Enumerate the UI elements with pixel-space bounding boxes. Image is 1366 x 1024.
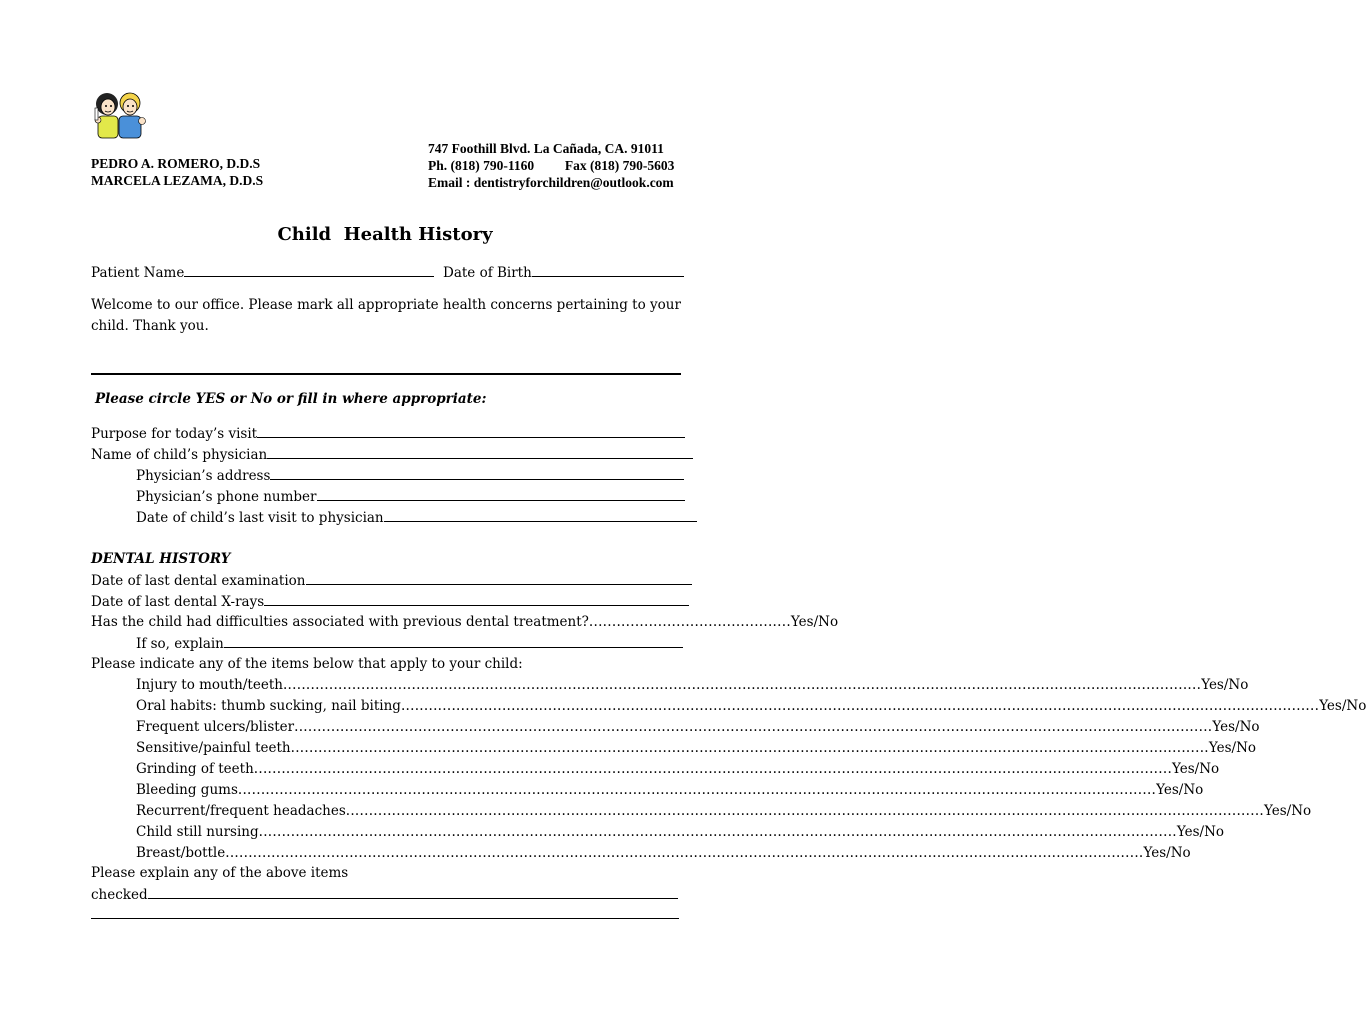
patient-name-label: Patient Name xyxy=(91,265,185,281)
explain-field[interactable] xyxy=(224,634,683,648)
checklist-item-yes-no[interactable]: Yes/No xyxy=(1208,740,1257,756)
checklist-item xyxy=(136,802,1312,820)
last-visit-field[interactable] xyxy=(384,508,697,522)
checklist-item xyxy=(136,844,1191,862)
checklist-item-yes-no[interactable]: Yes/No xyxy=(1176,824,1225,840)
checklist-item-yes-no[interactable]: Yes/No xyxy=(1143,845,1191,861)
doctor-name: PEDRO A. ROMERO, D.D.S xyxy=(91,156,261,171)
physician-label: Name of child’s physician xyxy=(91,447,268,463)
clinic-address: 747 Foothill Blvd. La Cañada, CA. 91011 xyxy=(428,141,664,156)
physician-row xyxy=(91,445,693,464)
last-visit-label: Date of child’s last visit to physician xyxy=(136,510,384,526)
checklist-item-label: Frequent ulcers/blister xyxy=(136,719,295,735)
doctor-name: MARCELA LEZAMA, D.D.S xyxy=(91,173,264,188)
difficulties-yes-no[interactable]: Yes/No xyxy=(790,614,839,630)
leader-dots: ........................................................................................................................................................................................................ xyxy=(345,803,1264,819)
physician-phone-row xyxy=(136,487,685,506)
clinic-phone-fax xyxy=(428,157,674,174)
last-exam-field[interactable] xyxy=(306,571,692,585)
physician-address-field[interactable] xyxy=(270,466,684,480)
difficulties-label: Has the child had difficulties associated with previous dental treatment? xyxy=(91,614,589,630)
last-xray-label: Date of last dental X-rays xyxy=(91,594,265,610)
last-xray-field[interactable] xyxy=(264,592,689,606)
leader-dots: ........................................................................................................................................................................................................ xyxy=(294,719,1213,735)
clinic-contact xyxy=(428,140,674,191)
leader-dots: ........................................................................................................................................................................................................ xyxy=(225,845,1144,861)
checklist-item-yes-no[interactable]: Yes/No xyxy=(1156,782,1204,798)
leader-dots: ........................................................................................................................................................................................................ xyxy=(253,761,1173,777)
welcome-line-1: Welcome to our office. Please mark all appropriate health concerns pertaining to your xyxy=(91,297,681,313)
physician-address-row xyxy=(136,466,684,485)
indicate-text: Please indicate any of the items below that apply to your child: xyxy=(91,656,523,672)
checklist-item-yes-no[interactable]: Yes/No xyxy=(1201,677,1249,693)
checklist-item-label: Injury to mouth/teeth xyxy=(136,677,283,693)
checked-field[interactable] xyxy=(148,885,678,899)
checklist-item xyxy=(136,760,1220,778)
leader-dots: ........................................................................................................................................................................................................ xyxy=(237,782,1157,798)
dob-field[interactable] xyxy=(532,263,684,277)
checklist-item xyxy=(136,781,1204,799)
patient-name-field[interactable] xyxy=(184,263,434,277)
clinic-email: Email : dentistryforchildren@outlook.com xyxy=(428,175,674,190)
leader-dots: ............................................ xyxy=(588,614,791,630)
checklist-item-yes-no[interactable]: Yes/No xyxy=(1172,761,1220,777)
checked-label: checked xyxy=(91,887,148,903)
explain-label: If so, explain xyxy=(136,636,224,652)
checklist-item-label: Oral habits: thumb sucking, nail biting xyxy=(136,698,401,714)
checklist-item-label: Child still nursing xyxy=(136,824,259,840)
last-exam-row xyxy=(91,571,692,590)
checklist-item xyxy=(136,676,1249,694)
physician-phone-field[interactable] xyxy=(317,487,685,501)
answer-line[interactable] xyxy=(91,918,679,919)
purpose-field[interactable] xyxy=(257,424,685,438)
explain-above-text: Please explain any of the above items xyxy=(91,865,349,881)
last-xray-row xyxy=(91,592,689,611)
instruction-text: Please circle YES or No or fill in where appropriate: xyxy=(95,391,487,407)
page-title: Child Health History xyxy=(277,224,493,245)
leader-dots: ........................................................................................................................................................................................................ xyxy=(282,677,1202,693)
physician-field[interactable] xyxy=(267,445,693,459)
clinic-fax: Fax (818) 790-5603 xyxy=(564,158,675,173)
purpose-row xyxy=(91,424,685,443)
last-visit-row xyxy=(136,508,697,527)
checklist-item-label: Recurrent/frequent headaches xyxy=(136,803,346,819)
checklist-item xyxy=(136,823,1225,841)
leader-dots: ........................................................................................................................................................................................................ xyxy=(258,824,1177,840)
checklist-item-yes-no[interactable]: Yes/No xyxy=(1212,719,1260,735)
doctor-names xyxy=(91,155,263,189)
physician-address-label: Physician’s address xyxy=(136,468,271,484)
welcome-line-2: child. Thank you. xyxy=(91,318,209,334)
last-exam-label: Date of last dental examination xyxy=(91,573,306,589)
checklist-item xyxy=(136,697,1366,715)
checked-row xyxy=(91,885,678,904)
purpose-label: Purpose for today’s visit xyxy=(91,426,258,442)
checklist-item-label: Sensitive/painful teeth xyxy=(136,740,291,756)
dob-row xyxy=(443,263,684,282)
difficulties-row xyxy=(91,613,839,631)
physician-phone-label: Physician’s phone number xyxy=(136,489,317,505)
checklist-item-label: Grinding of teeth xyxy=(136,761,254,777)
section-divider xyxy=(91,373,681,375)
checklist-item-label: Bleeding gums xyxy=(136,782,238,798)
checklist-item-yes-no[interactable]: Yes/No xyxy=(1319,698,1366,714)
explain-row xyxy=(136,634,683,653)
checklist-item xyxy=(136,718,1260,736)
clinic-phone: Ph. (818) 790-1160 xyxy=(428,158,535,173)
leader-dots: ........................................................................................................................................................................................................ xyxy=(400,698,1320,714)
dob-label: Date of Birth xyxy=(443,265,532,281)
checklist-item xyxy=(136,739,1257,757)
clinic-logo-image xyxy=(88,90,150,142)
leader-dots: ........................................................................................................................................................................................................ xyxy=(290,740,1209,756)
patient-name-row xyxy=(91,263,434,282)
checklist-item-yes-no[interactable]: Yes/No xyxy=(1264,803,1312,819)
checklist-item-label: Breast/bottle xyxy=(136,845,226,861)
dental-history-heading: DENTAL HISTORY xyxy=(91,551,231,567)
